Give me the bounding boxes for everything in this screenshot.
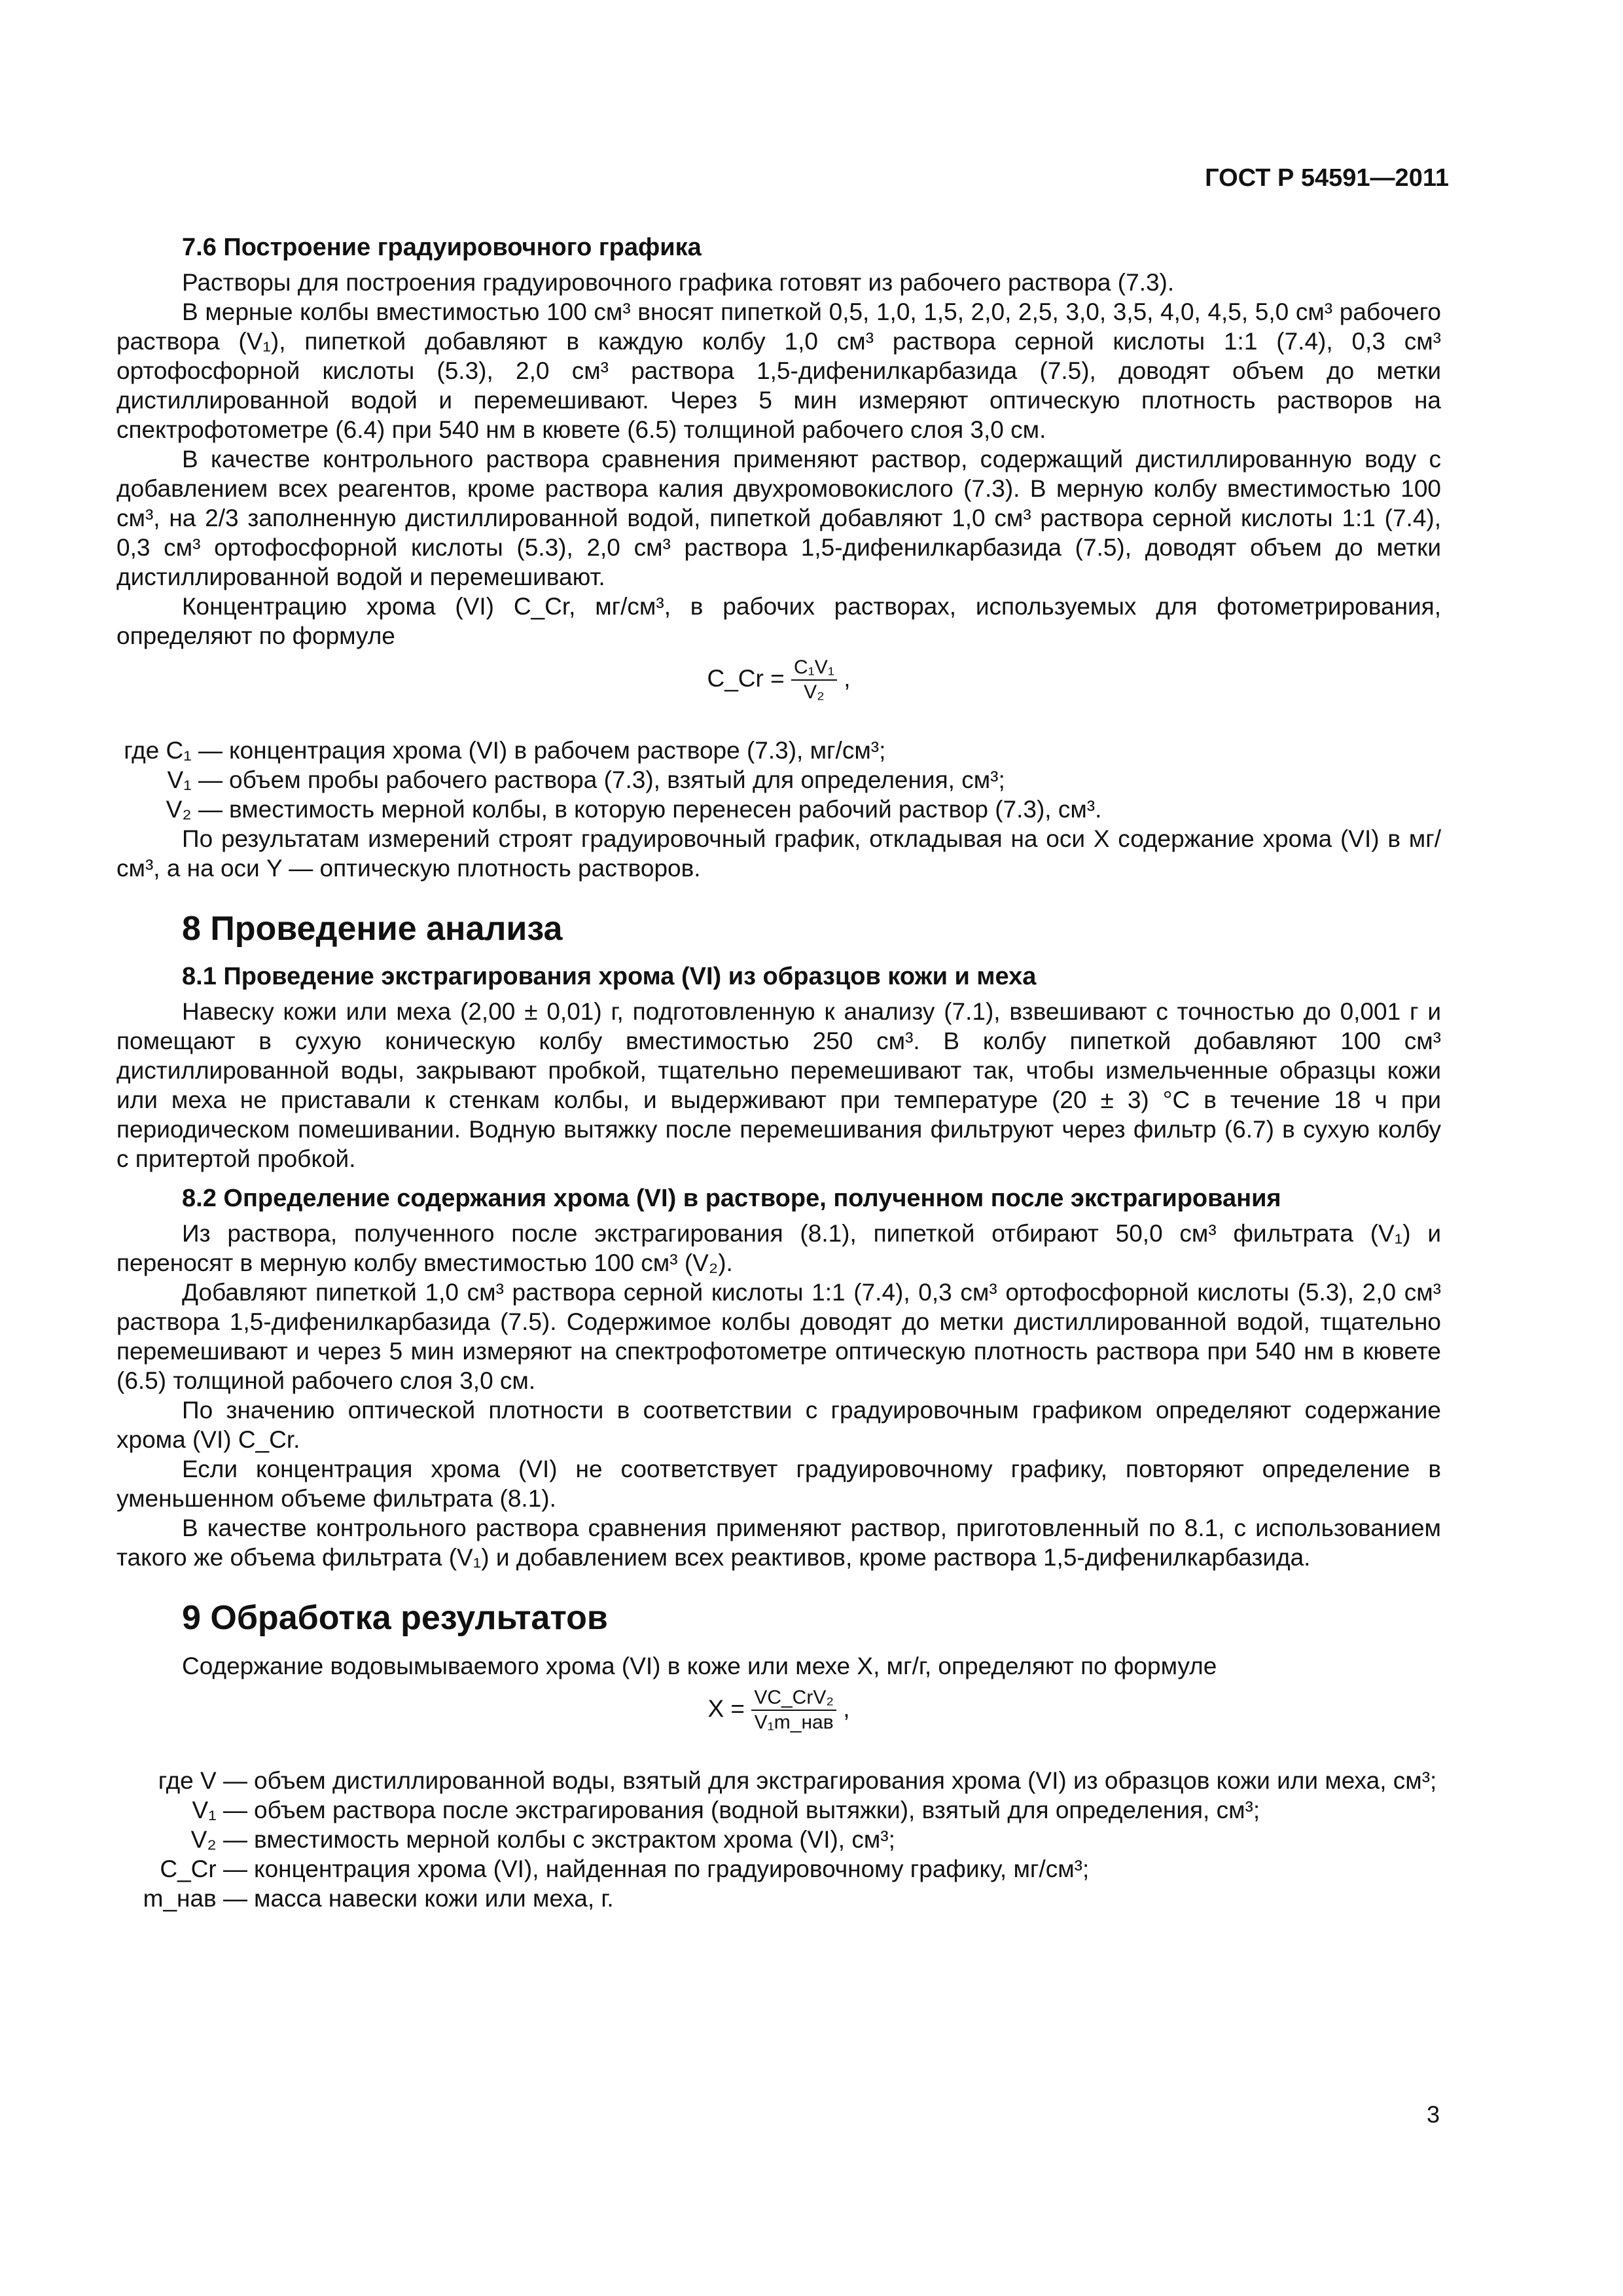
definition-text: вместимость мерной колбы, в которую перенесен рабочий раствор (7.3), см³. <box>229 796 1102 823</box>
definition-symbol: где V — <box>158 1767 247 1794</box>
paragraph: По значению оптической плотности в соответствии с градуировочным графиком определяют содержание хрома (VI) C_Cr. <box>116 1397 1441 1453</box>
definition-symbol: V₁ — <box>192 1797 247 1823</box>
definition-row <box>116 736 1441 765</box>
definition-row <box>116 1825 1441 1854</box>
document-header: ГОСТ Р 54591—2011 <box>1205 164 1449 192</box>
formula-numerator: C₁V₁ <box>791 656 837 681</box>
paragraph: Растворы для построения градуировочного графика готовят из рабочего раствора (7.3). <box>182 269 1175 296</box>
formula-denominator: V₁m_нав <box>754 1712 834 1733</box>
paragraph: Добавляют пипеткой 1,0 см³ раствора серной кислоты 1:1 (7.4), 0,3 см³ ортофосфорной кислоты (5.3), 2,0 см³ раствора 1,5-дифенилкарбазида (7.5). Содержимое колбы доводят до метки дистиллированной водой, тщательно перемешивают и через 5 мин измеряют на спектрофотометре оптическую плотность раствора при 540 нм в кювете (6.5) толщиной рабочего слоя 3,0 см. <box>116 1279 1441 1394</box>
section-8-1-title: 8.1 Проведение экстрагирования хрома (VI) из образцов кожи и меха <box>182 963 1037 990</box>
formula-fraction <box>791 656 837 704</box>
paragraph: В качестве контрольного раствора сравнения применяют раствор, содержащий дистиллированную воду с добавлением всех реагентов, кроме раствора калия двухромовокислого (7.3). В мерную колбу вместимостью 100 см³, на 2/3 заполненную дистиллированной водой, пипеткой добавляют 1,0 см³ раствора серной кислоты 1:1 (7.4), 0,3 см³ ортофосфорной кислоты (5.3), 2,0 см³ раствора 1,5-дифенилкарбазида (7.5), доводят объем до метки дистиллированной водой и перемешивают. <box>116 446 1441 590</box>
definition-text: объем пробы рабочего раствора (7.3), взятый для определения, см³; <box>229 766 1005 793</box>
definition-row <box>116 1884 1441 1913</box>
document-body <box>116 233 1441 1913</box>
definitions-list <box>116 1766 1441 1913</box>
definition-text: объем дистиллированной воды, взятый для экстрагирования хрома (VI) из образцов кожи или меха, см³; <box>254 1767 1437 1794</box>
paragraph: По результатам измерений строят градуировочный график, откладывая на оси X содержание хрома (VI) в мг/см³, а на оси Y — оптическую плотность растворов. <box>116 825 1441 882</box>
formula-ccr <box>116 656 1441 728</box>
paragraph: Концентрацию хрома (VI) C_Cr, мг/см³, в рабочих растворах, используемых для фотометрирования, определяют по формуле <box>116 593 1441 649</box>
formula-tail: , <box>844 664 851 692</box>
paragraph: Если концентрация хрома (VI) не соответствует градуировочному графику, повторяют определение в уменьшенном объеме фильтрата (8.1). <box>116 1456 1441 1512</box>
definition-symbol: V₂ — <box>190 1826 247 1853</box>
section-8-2-title: 8.2 Определение содержания хрома (VI) в растворе, полученном после экстрагирования <box>182 1185 1281 1212</box>
formula-x <box>116 1686 1441 1758</box>
definition-row <box>116 1766 1441 1795</box>
section-7-6-title: 7.6 Построение градуировочного графика <box>182 234 702 261</box>
definition-symbol: m_нав — <box>143 1885 247 1912</box>
definition-text: масса навески кожи или меха, г. <box>254 1885 614 1912</box>
definition-text: объем раствора после экстрагирования (водной вытяжки), взятый для определения, см³; <box>254 1797 1260 1823</box>
definition-row <box>116 1795 1441 1825</box>
definition-text: концентрация хрома (VI) в рабочем растворе (7.3), мг/см³; <box>229 737 886 764</box>
paragraph: Навеску кожи или меха (2,00 ± 0,01) г, подготовленную к анализу (7.1), взвешивают с точностью до 0,001 г и помещают в сухую коническую колбу вместимостью 250 см³. В колбу пипеткой добавляют 100 см³ дистиллированной воды, закрывают пробкой, тщательно перемешивают так, чтобы измельченные образцы кожи или меха не приставали к стенкам колбы, и выдерживают при температуре (20 ± 3) °С в течение 18 ч при периодическом помешивании. Водную вытяжку после перемешивания фильтруют через фильтр (6.7) в сухую колбу с притертой пробкой. <box>116 998 1441 1172</box>
formula-denominator: V₂ <box>804 681 825 703</box>
definition-row <box>116 1854 1441 1884</box>
definition-text: вместимость мерной колбы с экстрактом хрома (VI), см³; <box>254 1826 895 1853</box>
formula-lhs: C_Cr = <box>707 664 785 692</box>
definition-row <box>116 795 1441 824</box>
definitions-list <box>116 736 1441 824</box>
definition-symbol: где C₁ — <box>124 737 223 764</box>
definition-symbol: C_Cr — <box>160 1856 247 1882</box>
formula-fraction <box>751 1686 836 1734</box>
page-number: 3 <box>1426 2101 1440 2128</box>
formula-numerator: VC_CrV₂ <box>751 1686 836 1711</box>
formula-tail: , <box>843 1695 850 1722</box>
paragraph: В мерные колбы вместимостью 100 см³ вносят пипеткой 0,5, 1,0, 1,5, 2,0, 2,5, 3,0, 3,5, 4,0, 4,5, 5,0 см³ рабочего раствора (V₁), пипеткой добавляют в каждую колбу 1,0 см³ раствора серной кислоты 1:1 (7.4), 0,3 см³ ортофосфорной кислоты (5.3), 2,0 см³ раствора 1,5-дифенилкарбазида (7.5), доводят объем до метки дистиллированной водой и перемешивают. Через 5 мин измеряют оптическую плотность растворов на спектрофотометре (6.4) при 540 нм в кювете (6.5) толщиной рабочего слоя 3,0 см. <box>116 298 1441 443</box>
definition-symbol: V₁ — <box>167 766 223 793</box>
paragraph: В качестве контрольного раствора сравнения применяют раствор, приготовленный по 8.1, с использованием такого же объема фильтрата (V₁) и добавлением всех реактивов, кроме раствора 1,5-дифенилкарбазида. <box>116 1515 1441 1571</box>
formula-lhs: X = <box>707 1695 745 1722</box>
paragraph: Содержание водовымываемого хрома (VI) в коже или мехе X, мг/г, определяют по формуле <box>182 1653 1217 1679</box>
section-8-title: 8 Проведение анализа <box>182 910 563 948</box>
definition-symbol: V₂ — <box>166 796 223 823</box>
definition-row <box>116 765 1441 795</box>
definition-text: концентрация хрома (VI), найденная по градуировочному графику, мг/см³; <box>254 1856 1090 1882</box>
section-9-title: 9 Обработка результатов <box>182 1599 608 1637</box>
paragraph: Из раствора, полученного после экстрагирования (8.1), пипеткой отбирают 50,0 см³ фильтрата (V₁) и переносят в мерную колбу вместимостью 100 см³ (V₂). <box>116 1220 1441 1276</box>
